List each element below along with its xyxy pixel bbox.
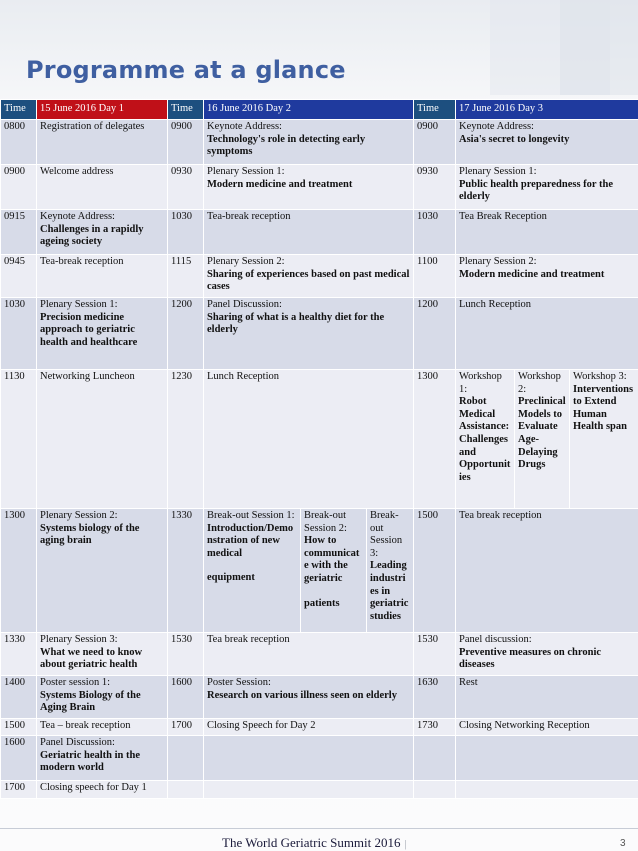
session-label: Break-out Session 3: <box>370 510 403 559</box>
session-label: Plenary Session 2: <box>40 510 118 521</box>
day1-cell <box>37 509 168 633</box>
table-row <box>1 255 638 298</box>
table-row <box>1 165 638 210</box>
session-label: Break-out Session 1: <box>207 510 295 521</box>
background-decoration <box>560 0 638 95</box>
session-topic: Introduction/Demonstration of new medical <box>207 522 294 559</box>
day3-cell: Tea break reception <box>456 509 638 633</box>
footer <box>222 835 407 851</box>
time-cell: 1300 <box>1 509 37 633</box>
session-topic: Precision medicine approach to geriatric health and healthcare <box>40 311 138 348</box>
page-title: Programme at a glance <box>26 56 346 84</box>
session-topic: Sharing of experiences based on past medical cases <box>207 268 410 293</box>
time-cell: 1200 <box>168 298 204 370</box>
time-cell: 1600 <box>1 736 37 781</box>
table-row <box>1 736 638 781</box>
time-cell: 0915 <box>1 210 37 255</box>
session-topic: Robot Medical Assistance: Challenges and Opportunities <box>459 396 511 483</box>
session-topic: What we need to know about geriatric health <box>40 646 143 671</box>
session-label: Keynote Address: <box>459 121 534 132</box>
session-topic: Asia's secret to longevity <box>459 133 570 145</box>
header-day-1: 15 June 2016 Day 1 <box>37 100 168 120</box>
day1-cell <box>37 633 168 676</box>
time-cell: 0900 <box>414 120 456 165</box>
session-label: Panel Discussion: <box>207 299 282 310</box>
day3-cell: Closing Networking Reception <box>456 719 638 736</box>
time-cell <box>168 781 204 799</box>
table-row <box>1 509 638 633</box>
day3-cell: Rest <box>456 676 638 719</box>
day1-cell: Welcome address <box>37 165 168 210</box>
day2-cell <box>204 781 414 799</box>
session-topic: Research on various illness seen on elderly <box>207 689 397 701</box>
session-topic: Systems Biology of the Aging Brain <box>40 689 141 714</box>
day3-cell <box>456 633 638 676</box>
session-label: Workshop 3: <box>573 371 627 382</box>
day3-cell <box>456 165 638 210</box>
day2-cell <box>204 736 414 781</box>
day1-cell: Closing speech for Day 1 <box>37 781 168 799</box>
session-label: Plenary Session 1: <box>40 299 118 310</box>
time-cell: 1100 <box>414 255 456 298</box>
session-topic: Interventions to Extend Human Health span <box>573 383 634 433</box>
day1-cell: Tea-break reception <box>37 255 168 298</box>
time-cell: 0930 <box>168 165 204 210</box>
footer-divider <box>0 828 638 829</box>
time-cell: 0900 <box>1 165 37 210</box>
time-cell: 0800 <box>1 120 37 165</box>
day3-cell <box>456 781 638 799</box>
session-label: Poster Session: <box>207 677 271 688</box>
time-cell: 1330 <box>1 633 37 676</box>
session-topic: Challenges in a rapidly ageing society <box>40 223 144 248</box>
header-day-3: 17 June 2016 Day 3 <box>456 100 638 120</box>
session-label: Plenary Session 2: <box>459 256 537 267</box>
workshop-cell <box>570 370 638 509</box>
time-cell <box>168 736 204 781</box>
table-row <box>1 298 638 370</box>
day1-cell <box>37 676 168 719</box>
table-row <box>1 676 638 719</box>
header-time-2: Time <box>168 100 204 120</box>
day2-cell: Lunch Reception <box>204 370 414 509</box>
time-cell: 1730 <box>414 719 456 736</box>
session-label: Workshop 2: <box>518 371 561 395</box>
session-label: Workshop 1: <box>459 371 502 395</box>
breakout-cell <box>301 509 367 633</box>
time-cell: 1530 <box>168 633 204 676</box>
day2-cell: Tea break reception <box>204 633 414 676</box>
day2-cell <box>204 120 414 165</box>
header-day-2: 16 June 2016 Day 2 <box>204 100 414 120</box>
session-topic: Leading industries in geriatric studies <box>370 560 409 622</box>
page-number: 3 <box>620 838 626 849</box>
day1-cell <box>37 210 168 255</box>
table-row <box>1 120 638 165</box>
workshop-cell <box>515 370 570 509</box>
table-row <box>1 210 638 255</box>
session-label: Panel Discussion: <box>40 737 115 748</box>
session-topic: Modern medicine and treatment <box>459 268 605 280</box>
table-row <box>1 781 638 799</box>
session-topic: Technology's role in detecting early symptoms <box>207 133 366 158</box>
session-topic: Public health preparedness for the elderly <box>459 178 614 203</box>
table-row <box>1 719 638 736</box>
breakout-cell <box>367 509 414 633</box>
table-header-row <box>1 100 638 120</box>
session-topic: How to communicate with the geriatric <box>304 535 360 584</box>
day1-cell: Registration of delegates <box>37 120 168 165</box>
time-cell: 1500 <box>1 719 37 736</box>
day3-cell: Lunch Reception <box>456 298 638 370</box>
day1-cell <box>37 736 168 781</box>
day2-cell <box>204 676 414 719</box>
time-cell: 1700 <box>1 781 37 799</box>
breakout-cell <box>204 509 301 633</box>
time-cell: 1130 <box>1 370 37 509</box>
day1-cell: Tea – break reception <box>37 719 168 736</box>
day3-cell <box>456 120 638 165</box>
programme-table <box>0 99 638 799</box>
session-topic: Preclinical Models to Evaluate Age-Delaying Drugs <box>518 396 566 471</box>
session-label: Plenary Session 2: <box>207 256 285 267</box>
time-cell: 1230 <box>168 370 204 509</box>
session-label: Poster session 1: <box>40 677 111 688</box>
table-row <box>1 633 638 676</box>
session-label: Plenary Session 3: <box>40 634 118 645</box>
session-topic: Systems biology of the aging brain <box>40 522 140 547</box>
day3-cell: Tea Break Reception <box>456 210 638 255</box>
day3-cell <box>456 255 638 298</box>
table-row <box>1 370 638 509</box>
time-cell: 0900 <box>168 120 204 165</box>
time-cell: 1030 <box>168 210 204 255</box>
time-cell: 1300 <box>414 370 456 509</box>
session-topic: Sharing of what is a healthy diet for the elderly <box>207 311 385 336</box>
time-cell: 1500 <box>414 509 456 633</box>
day1-cell: Networking Luncheon <box>37 370 168 509</box>
day2-cell: Tea-break reception <box>204 210 414 255</box>
day3-cell <box>456 736 638 781</box>
session-label: Keynote Address: <box>40 211 115 222</box>
time-cell: 1115 <box>168 255 204 298</box>
session-topic: Modern medicine and treatment <box>207 178 353 190</box>
session-topic: equipment <box>207 572 255 584</box>
time-cell: 1530 <box>414 633 456 676</box>
header-time-1: Time <box>1 100 37 120</box>
time-cell: 1600 <box>168 676 204 719</box>
time-cell <box>414 736 456 781</box>
time-cell: 1200 <box>414 298 456 370</box>
time-cell <box>414 781 456 799</box>
session-label: Keynote Address: <box>207 121 282 132</box>
day2-cell <box>204 165 414 210</box>
footer-text: The World Geriatric Summit 2016 <box>222 835 401 850</box>
session-label: Panel discussion: <box>459 634 532 645</box>
header-time-3: Time <box>414 100 456 120</box>
session-topic: Preventive measures on chronic diseases <box>459 646 602 671</box>
session-label: Plenary Session 1: <box>207 166 285 177</box>
day2-cell <box>204 255 414 298</box>
day2-cell: Closing Speech for Day 2 <box>204 719 414 736</box>
time-cell: 1630 <box>414 676 456 719</box>
session-label: Break-out Session 2: <box>304 510 347 534</box>
time-cell: 1030 <box>1 298 37 370</box>
time-cell: 1030 <box>414 210 456 255</box>
time-cell: 0930 <box>414 165 456 210</box>
session-topic: patients <box>304 597 340 609</box>
day1-cell <box>37 298 168 370</box>
time-cell: 1330 <box>168 509 204 633</box>
time-cell: 0945 <box>1 255 37 298</box>
day2-cell <box>204 298 414 370</box>
workshop-cell <box>456 370 515 509</box>
footer-separator: | <box>404 839 407 850</box>
time-cell: 1700 <box>168 719 204 736</box>
session-topic: Geriatric health in the modern world <box>40 749 141 774</box>
session-label: Plenary Session 1: <box>459 166 537 177</box>
time-cell: 1400 <box>1 676 37 719</box>
